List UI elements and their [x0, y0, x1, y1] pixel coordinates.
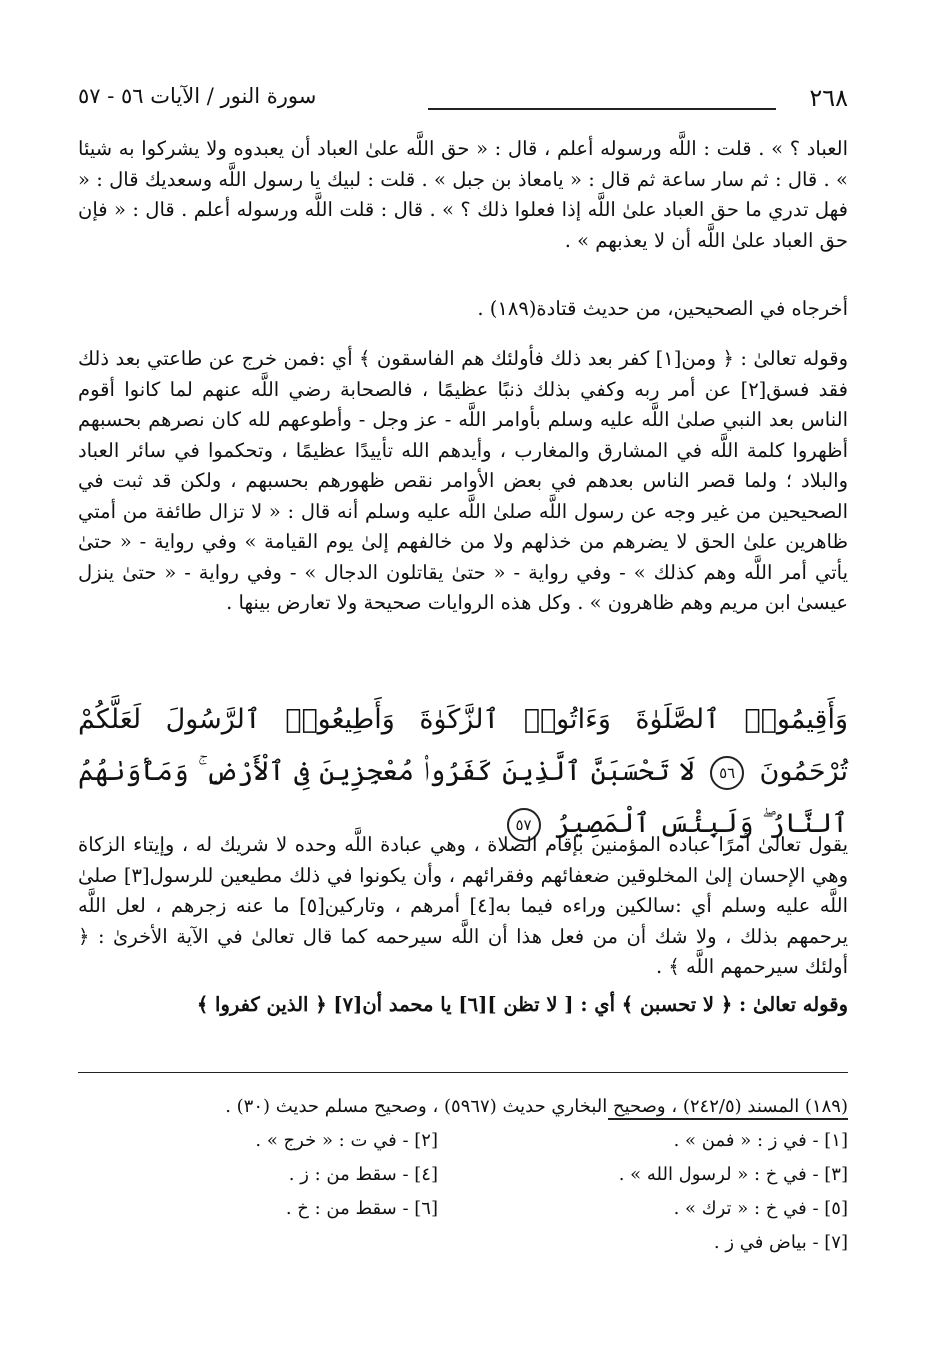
footnote-6: [٦] - سقط من : خ . — [285, 1198, 438, 1219]
paragraph-commentary: وقوله تعالىٰ : ﴿ ومن[١] كفر بعد ذلك فأولئك هم الفاسقون ﴾ أي :فمن خرج عن طاعتي بعد ذلك فقد فسق[٢] عن أمر ربه وكفي بذلك ذنبًا عظيمًا ، فالصحابة رضي اللَّه عنهم لما كانوا أقوم الناس بعد النبي صلىٰ اللَّه عليه وسلم بأوامر اللَّه - عز وجل - وأطوعهم لله كان نصرهم بحسبهم أظهروا كلمة اللَّه في المشارق والمغارب ، وأيدهم الله تأييدًا عظيمًا ، وتحكموا في سائر العباد والبلاد ؛ ولما قصر الناس بعدهم في بعض الأوامر نقص ظهورهم بحسبهم ، ولكن قد ثبت في الصحيحين من غير وجه عن رسول اللَّه صلىٰ اللَّه عليه وسلم أنه قال : « لا تزال طائفة من أمتي ظاهرين علىٰ الحق لا يضرهم من خذلهم ولا من خالفهم إلىٰ يوم القيامة » وفي رواية - « حتىٰ يأتي أمر اللَّه وهم كذلك » - وفي رواية - « حتىٰ يقاتلون الدجال » - وفي رواية - « حتىٰ ينزل عيسىٰ ابن مريم وهم ظاهرون » . وكل هذه الروايات صحيحة ولا تعارض بينها . — [78, 347, 848, 614]
paragraph-source: أخرجاه في الصحيحين، من حديث قتادة(١٨٩) . — [477, 297, 848, 320]
page-header — [78, 84, 848, 118]
source-rule — [78, 1072, 848, 1073]
verse-line-2: ٱلَّذِينَ كَفَرُوا۟ مُعْجِزِينَ فِى ٱلْأَرْضِ ۚ وَمَأْوَىٰهُمُ ٱلنَّارُ ۖ وَلَبِئْسَ ٱلْمَصِيرُ — [78, 756, 848, 839]
verse-line-1-end: لَا تَحْسَبَنَّ — [590, 756, 695, 787]
page-number: ٢٦٨ — [809, 84, 848, 112]
paragraph-hadith: العباد ؟ » . قلت : اللَّه ورسوله أعلم ، قال : « حق اللَّه علىٰ العباد أن يعبدوه ولا يشركوا به شيئا » . قال : ثم سار ساعة ثم قال : « يامعاذ بن جبل » . قلت : لبيك يا رسول اللَّه وسعديك قال : « فهل تدري ما حق العباد علىٰ اللَّه إذا فعلوا ذلك ؟ » . قال : قلت اللَّه ورسوله أعلم . قال : « فإن حق العباد علىٰ اللَّه أن لا يعذبهم » . — [78, 137, 848, 252]
footnote-7: [٧] - بياض في ز . — [713, 1232, 848, 1253]
paragraph-tafsir: يقول تعالىٰ آمرًا عباده المؤمنين بإقام الصلاة ، وهي عبادة اللَّه وحده لا شريك له ، وإيتاء الزكاة وهي الإحسان إلىٰ المخلوقين ضعفائهم وفقرائهم ، وأن يكونوا في ذلك مطيعين للرسول[٣] صلىٰ اللَّه عليه وسلم أي :سالكين وراءه فيما به[٤] أمرهم ، وتاركين[٥] ما عنه زجرهم ، لعل اللَّه يرحمهم بذلك ، ولا شك أن من فعل هذا أن اللَّه سيرحمه كما قال تعالىٰ في الآية الأخرىٰ : ﴿ أولئك سيرحمهم اللَّه ﴾ . — [78, 833, 849, 978]
ayah-number-57: ٥٧ — [507, 808, 541, 842]
footnote-3: [٣] - في خ : « لرسول الله » . — [618, 1164, 848, 1185]
book-page — [78, 72, 848, 1332]
footnote-rule — [608, 1118, 848, 1120]
ayah-number-56: ٥٦ — [710, 756, 744, 790]
footnote-1: [١] - في ز : « فمن » . — [673, 1130, 848, 1151]
running-title: سورة النور / الآيات ٥٦ - ٥٧ — [78, 84, 317, 108]
verse-line-1: وَأَقِيمُوا۟ ٱلصَّلَوٰةَ وَءَاتُوا۟ ٱلزَّكَوٰةَ وَأَطِيعُوا۟ ٱلرَّسُولَ لَعَلَّكُمْ تُرْحَمُونَ — [78, 704, 848, 787]
quran-verse — [78, 694, 848, 850]
footnote-5: [٥] - في خ : « ترك » . — [673, 1198, 848, 1219]
header-rule — [428, 108, 776, 110]
footnote-4: [٤] - سقط من : ز . — [288, 1164, 438, 1185]
footnote-2: [٢] - في ت : « خرج » . — [255, 1130, 438, 1151]
footnotes-right — [619, 1124, 848, 1260]
source-note: (١٨٩) المسند (٢٤٢/٥) ، وصحيح البخاري حديث (٥٩٦٧) ، وصحيح مسلم حديث (٣٠) . — [225, 1096, 848, 1117]
paragraph-last: وقوله تعالىٰ : ﴿ لا تحسبن ﴾ أي : [ لا تظن ][٦] يا محمد أن[٧] ﴿ الذين كفروا ﴾ — [196, 993, 848, 1016]
footnotes-left — [255, 1124, 438, 1226]
